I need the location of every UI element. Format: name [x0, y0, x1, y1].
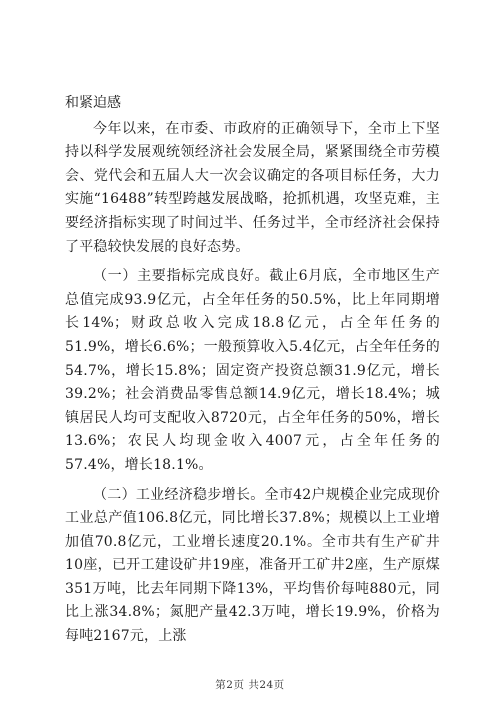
paragraph-intro: 今年以来，在市委、市政府的正确领导下，全市上下坚持以科学发展观统领经济社会发展全局，紧紧围绕全市劳模会、党代会和五届人大一次会议确定的各项目标任务，大力实施“16488”转型跨越发展战略，抢抓机遇，攻坚克难，主要经济指标实现了时间过半、任务过半，全市经济社会保持了平稳较快发展的良好态势。 [65, 120, 440, 255]
top-fragment-text: 和紧迫感 [65, 95, 121, 111]
document-body [65, 92, 440, 649]
paragraph-industrial-economy: （二）工业经济稳步增长。全市42户规模企业完成现价工业总产值106.8亿元，同比增长37.8%；规模以上工业增加值70.8亿元，工业增长速度20.1%。全市共有生产矿井10座，已开工建设矿井19座，准备开工矿井2座，生产原煤351万吨，比去年同期下降13%，平均售价每吨880元，同比上涨34.8%；氮肥产量42.3万吨，增长19.9%，价格为每吨2167元，上涨 [65, 486, 440, 645]
page-footer: 第2页 共24页 [215, 679, 285, 691]
paragraph-main-indicators: （一）主要指标完成良好。截止6月底，全市地区生产总值完成93.9亿元，占全年任务的50.5%，比上年同期增长14%；财政总收入完成18.8亿元，占全年任务的51.9%，增长6.6%；一般预算收入5.4亿元，占全年任务的54.7%，增长15.8%；固定资产投资总额31.9亿元，增长39.2%；社会消费品零售总额14.9亿元，增长18.4%；城镇居民人均可支配收入8720元，占全年任务的50%，增长13.6%；农民人均现金收入4007元，占全年任务的57.4%，增长18.1%。 [65, 268, 440, 473]
